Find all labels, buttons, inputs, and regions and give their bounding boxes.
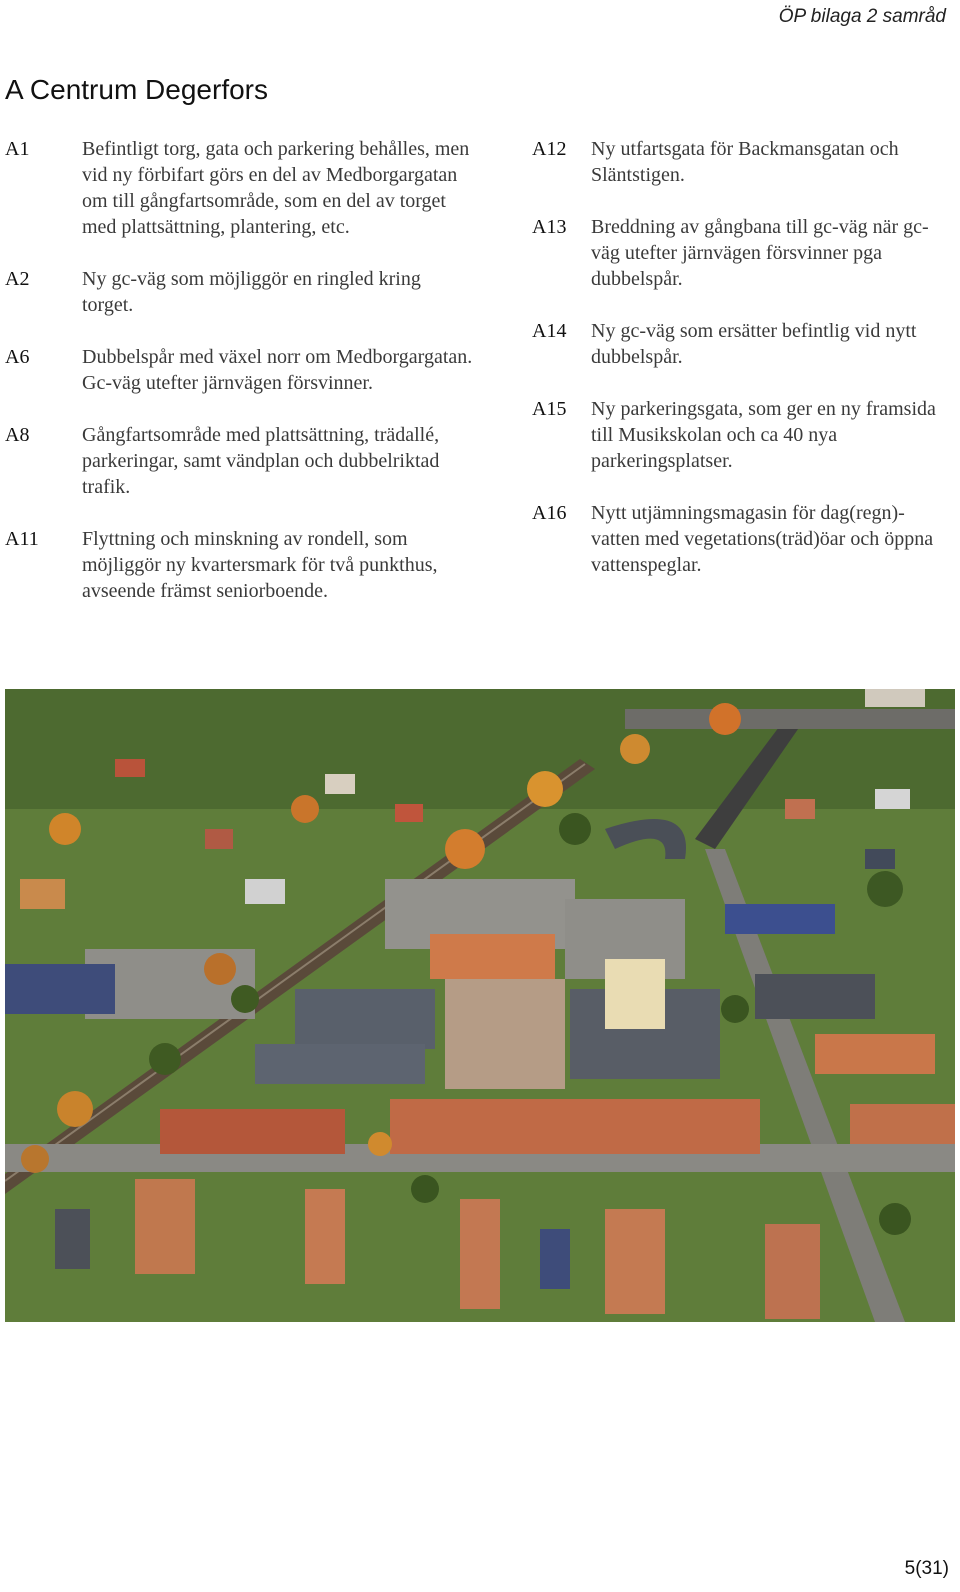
item-text: Dubbelspår med växel norr om Medborgargatan. Gc-väg utefter järnvägen försvinner. bbox=[82, 346, 473, 394]
list-item-a6 bbox=[5, 344, 475, 396]
item-list-left bbox=[5, 136, 475, 630]
list-item-a2 bbox=[5, 266, 475, 318]
page-number: 5(31) bbox=[904, 1558, 949, 1579]
item-text: Ny parkeringsgata, som ger en ny framsida till Musikskolan och ca 40 nya parkeringsplatser. bbox=[591, 398, 936, 472]
list-item-a14 bbox=[532, 318, 952, 370]
aerial-photo-illustration bbox=[5, 689, 955, 1322]
item-code: A13 bbox=[532, 216, 567, 238]
item-list-right bbox=[532, 136, 952, 604]
item-code: A2 bbox=[5, 268, 30, 290]
aerial-photo bbox=[5, 689, 955, 1322]
item-text: Flyttning och minskning av rondell, som möjliggör ny kvartersmark för två punkthus, avseende främst seniorboende. bbox=[82, 528, 438, 602]
item-code: A16 bbox=[532, 502, 567, 524]
document-header-label: ÖP bilaga 2 samråd bbox=[778, 6, 946, 27]
item-text: Ny utfartsgata för Backmansgatan och Släntstigen. bbox=[591, 138, 899, 186]
item-code: A15 bbox=[532, 398, 567, 420]
list-item-a11 bbox=[5, 526, 475, 604]
item-code: A1 bbox=[5, 138, 30, 160]
item-code: A12 bbox=[532, 138, 567, 160]
list-item-a15 bbox=[532, 396, 952, 474]
item-text: Ny gc-väg som möjliggör en ringled kring torget. bbox=[82, 268, 421, 316]
item-code: A6 bbox=[5, 346, 30, 368]
list-item-a16 bbox=[532, 500, 952, 578]
item-text: Ny gc-väg som ersätter befintlig vid nytt dubbelspår. bbox=[591, 320, 917, 368]
page-title: A Centrum Degerfors bbox=[5, 74, 268, 105]
list-item-a13 bbox=[532, 214, 952, 292]
item-text: Breddning av gångbana till gc-väg när gc-väg utefter järnvägen försvinner pga dubbelspår. bbox=[591, 216, 929, 290]
list-item-a8 bbox=[5, 422, 475, 500]
item-code: A14 bbox=[532, 320, 567, 342]
item-code: A8 bbox=[5, 424, 30, 446]
list-item-a12 bbox=[532, 136, 952, 188]
item-text: Befintligt torg, gata och parkering behålles, men vid ny förbifart görs en del av Medborgargatan om till gångfartsområde, som en del av torget med plattsättning, plantering, etc. bbox=[82, 138, 470, 238]
item-text: Gångfartsområde med plattsättning, trädallé, parkeringar, samt vändplan och dubbelriktad trafik. bbox=[82, 424, 440, 498]
list-item-a1 bbox=[5, 136, 475, 240]
item-code: A11 bbox=[5, 528, 39, 550]
item-text: Nytt utjämningsmagasin för dag(regn)-vatten med vegetations(träd)öar och öppna vattenspeglar. bbox=[591, 502, 934, 576]
